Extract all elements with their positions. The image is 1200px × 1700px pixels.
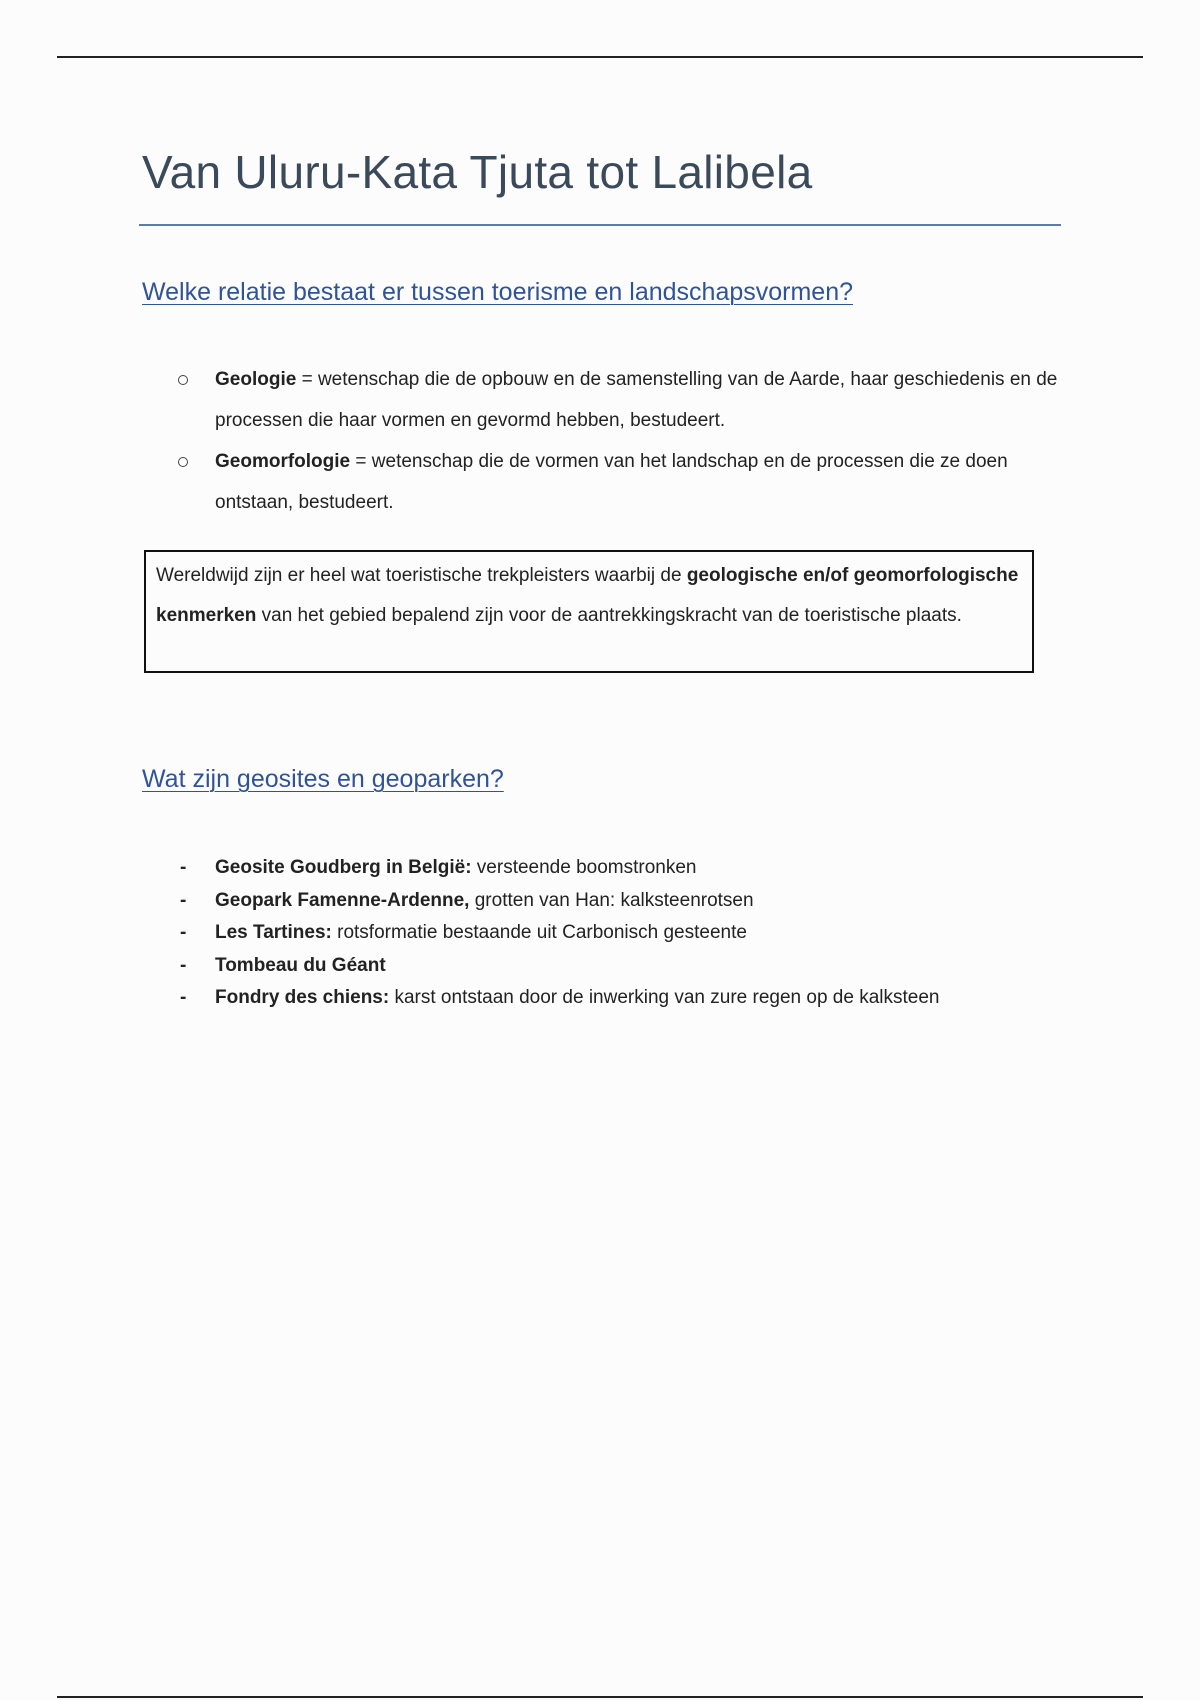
list-item <box>180 950 1080 983</box>
document-title: Van Uluru-Kata Tjuta tot Lalibela <box>142 146 813 198</box>
list-item <box>178 441 1078 523</box>
definition-text: = wetenschap die de vormen van het landschap en de processen die ze doen ontstaan, bestudeert. <box>215 451 1008 513</box>
page-top-rule <box>57 56 1143 58</box>
box-text-after: van het gebied bepalend zijn voor de aantrekkingskracht van de toeristische plaats. <box>256 605 962 626</box>
definition-text: = wetenschap die de opbouw en de samenstelling van de Aarde, haar geschiedenis en de processen die haar vormen en gevormd hebben, bestudeert. <box>215 369 1058 431</box>
dash-bullet-icon: - <box>180 857 187 878</box>
highlight-box <box>144 550 1034 673</box>
dash-bullet-icon: - <box>180 954 187 976</box>
list-item <box>180 852 1080 885</box>
page-bottom-rule <box>57 1696 1143 1698</box>
item-bold: Les Tartines: <box>215 922 332 943</box>
definition-list <box>178 359 1078 523</box>
item-bold: Tombeau du Géant <box>215 954 386 976</box>
item-bold: Geosite Goudberg in België: <box>215 857 472 878</box>
dash-bullet-icon: - <box>180 889 187 911</box>
box-bold-text: geologische en/of geomorfologische kenmerken <box>156 565 1019 626</box>
circle-bullet-icon <box>178 375 188 385</box>
circle-bullet-icon <box>178 457 188 467</box>
dash-bullet-icon: - <box>180 922 187 943</box>
item-text: versteende boomstronken <box>471 857 697 878</box>
item-text: grotten van Han: kalksteenrotsen <box>469 889 754 911</box>
list-item <box>180 885 1080 918</box>
item-text: karst ontstaan door de inwerking van zure regen op de kalksteen <box>389 987 940 1008</box>
list-item <box>178 359 1078 441</box>
list-item <box>180 982 1080 1015</box>
box-text-before: Wereldwijd zijn er heel wat toeristische trekpleisters waarbij de <box>156 565 687 586</box>
definition-term: Geomorfologie <box>215 451 351 472</box>
section-heading-relatie: Welke relatie bestaat er tussen toerisme en landschapsvormen? <box>142 278 854 306</box>
item-text: rotsformatie bestaande uit Carbonisch gesteente <box>331 922 747 943</box>
title-underline-rule <box>139 224 1061 226</box>
list-item <box>180 917 1080 950</box>
geosite-list <box>180 852 1080 1015</box>
definition-term: Geologie <box>215 369 297 390</box>
dash-bullet-icon: - <box>180 987 187 1008</box>
item-bold: Fondry des chiens: <box>215 987 390 1008</box>
section-heading-geosites: Wat zijn geosites en geoparken? <box>142 765 504 793</box>
item-bold: Geopark Famenne-Ardenne, <box>215 889 470 911</box>
